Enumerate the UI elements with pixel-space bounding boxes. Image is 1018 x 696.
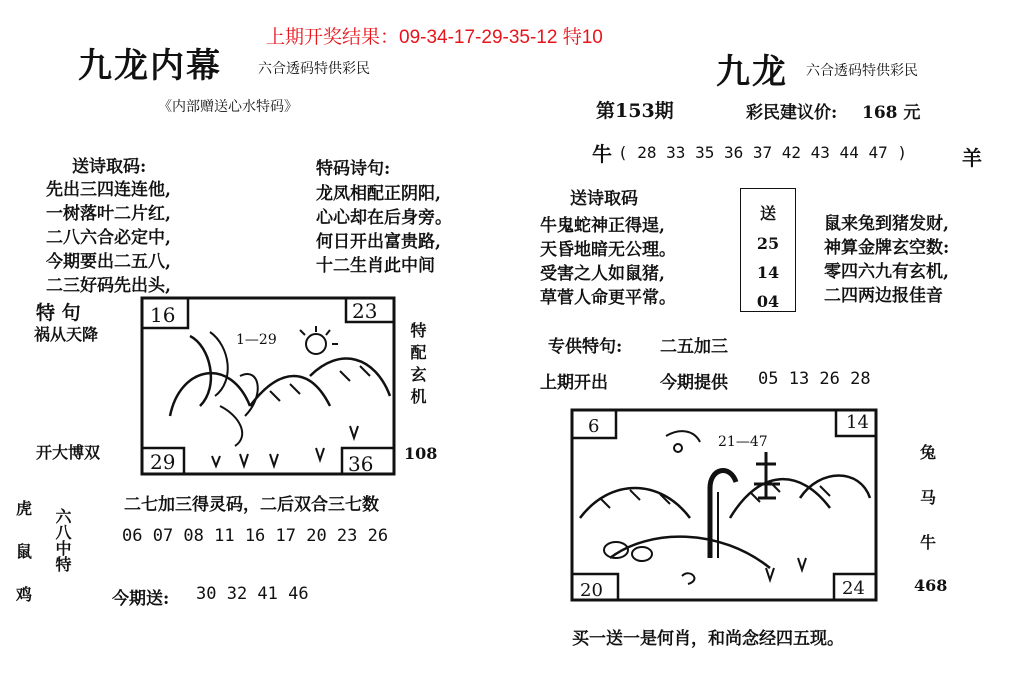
left-sketch-box xyxy=(140,296,396,476)
right-sketch-label: 21—47 xyxy=(718,434,768,450)
right-box-num-br: 24 xyxy=(842,578,865,599)
left-subtitle: 六合透码特供彩民 xyxy=(258,61,370,77)
zodiac-tiger: 虎 xyxy=(16,499,33,518)
provide-numbers: 05 13 26 28 xyxy=(758,369,871,389)
side-vertical-label: 特配玄机 xyxy=(408,322,427,410)
special-label: 专供特句: xyxy=(548,337,623,357)
send-box-number: 14 xyxy=(756,263,780,282)
right-title: 九龙 xyxy=(716,52,788,92)
send-label: 今期送: xyxy=(112,589,170,609)
zodiac-rabbit: 兔 xyxy=(920,443,937,462)
right-box-num-tr: 14 xyxy=(846,412,869,433)
goat-label: 羊 xyxy=(962,146,982,170)
zodiac-horse: 马 xyxy=(920,488,937,507)
send-numbers: 30 32 41 46 xyxy=(196,584,309,604)
right-poem-2 xyxy=(824,212,949,308)
left-poem-heading: 送诗取码: xyxy=(72,157,147,177)
poem-line: 神算金牌玄空数: xyxy=(824,238,950,258)
price-value: 168 元 xyxy=(862,103,921,123)
special-value: 二五加三 xyxy=(660,337,728,357)
right-footer: 买一送一是何肖，和尚念经四五现。 xyxy=(572,629,844,649)
six-eight-vertical: 六八中特 xyxy=(53,508,72,572)
price-label: 彩民建议价: xyxy=(746,103,838,123)
zodiac-rat: 鼠 xyxy=(16,542,33,561)
issue-number: 第153期 xyxy=(596,100,674,122)
poem-line: 草菅人命更平常。 xyxy=(540,288,676,308)
send-box-number: 04 xyxy=(756,292,780,311)
last-result-banner: 上期开奖结果：09-34-17-29-35-12 特10 xyxy=(266,27,603,48)
ox-label: 牛 xyxy=(592,142,612,166)
right-side-zodiac xyxy=(920,440,936,553)
special-sentence: 祸从天降 xyxy=(34,325,99,344)
poem-line: 天昏地暗无公理。 xyxy=(540,240,676,260)
side-number: 108 xyxy=(404,444,438,463)
right-box-num-bl: 20 xyxy=(580,580,603,601)
left-box-num-br: 36 xyxy=(348,452,374,476)
last-open-label: 上期开出 xyxy=(540,373,608,393)
poem-line: 心心却在后身旁。 xyxy=(316,208,452,228)
poem-line: 何日开出富贵路, xyxy=(316,232,441,252)
left-poem xyxy=(46,178,171,298)
poem-line: 牛鬼蛇神正得逞, xyxy=(540,216,665,236)
special-sentence-heading: 特 句 xyxy=(36,302,81,324)
formula: 二七加三得灵码，二后双合三七数 xyxy=(124,495,379,515)
poem-line: 今期要出二五八, xyxy=(46,252,171,272)
poem-line: 十二生肖此中间 xyxy=(316,256,435,276)
provide-label: 今期提供 xyxy=(660,373,728,393)
send-box xyxy=(740,188,796,312)
special-poem xyxy=(316,182,452,278)
zodiac-vertical xyxy=(16,496,32,605)
right-box-num-tl: 6 xyxy=(588,416,600,437)
zodiac-rooster: 鸡 xyxy=(16,585,33,604)
left-box-num-bl: 29 xyxy=(150,450,176,474)
poem-line: 二三好码先出头, xyxy=(46,276,171,296)
poem-line: 零四六九有玄机, xyxy=(824,262,949,282)
poem-line: 一树落叶二片红, xyxy=(46,204,171,224)
zodiac-ox: 牛 xyxy=(920,533,937,552)
special-poem-heading: 特码诗句: xyxy=(316,159,391,179)
send-box-number: 25 xyxy=(756,234,780,253)
poem-line: 鼠来兔到猪发财, xyxy=(824,214,949,234)
left-title: 九龙内幕 xyxy=(78,46,222,86)
left-sketch-label: 1—29 xyxy=(236,332,277,348)
poem-line: 龙凤相配正阴阳, xyxy=(316,184,441,204)
right-poem xyxy=(540,214,676,310)
left-box-num-tl: 16 xyxy=(150,303,176,327)
bet-label: 开大博双 xyxy=(36,443,101,462)
send-box-label: 送 xyxy=(759,204,776,223)
right-side-number: 468 xyxy=(914,576,948,595)
poem-line: 受害之人如鼠猪, xyxy=(540,264,665,284)
poem-line: 二八六合必定中, xyxy=(46,228,171,248)
number-list: 06 07 08 11 16 17 20 23 26 xyxy=(122,526,389,546)
right-poem-heading: 送诗取码 xyxy=(570,189,638,209)
left-gift-note: 《内部赠送心水特码》 xyxy=(158,99,298,115)
ox-numbers: ( 28 33 35 36 37 42 43 44 47 ) xyxy=(618,143,907,162)
right-subtitle: 六合透码特供彩民 xyxy=(806,63,918,79)
poem-line: 二四两边报佳音 xyxy=(824,286,943,306)
left-box-num-tr: 23 xyxy=(352,299,378,323)
poem-line: 先出三四连连他, xyxy=(46,180,171,200)
